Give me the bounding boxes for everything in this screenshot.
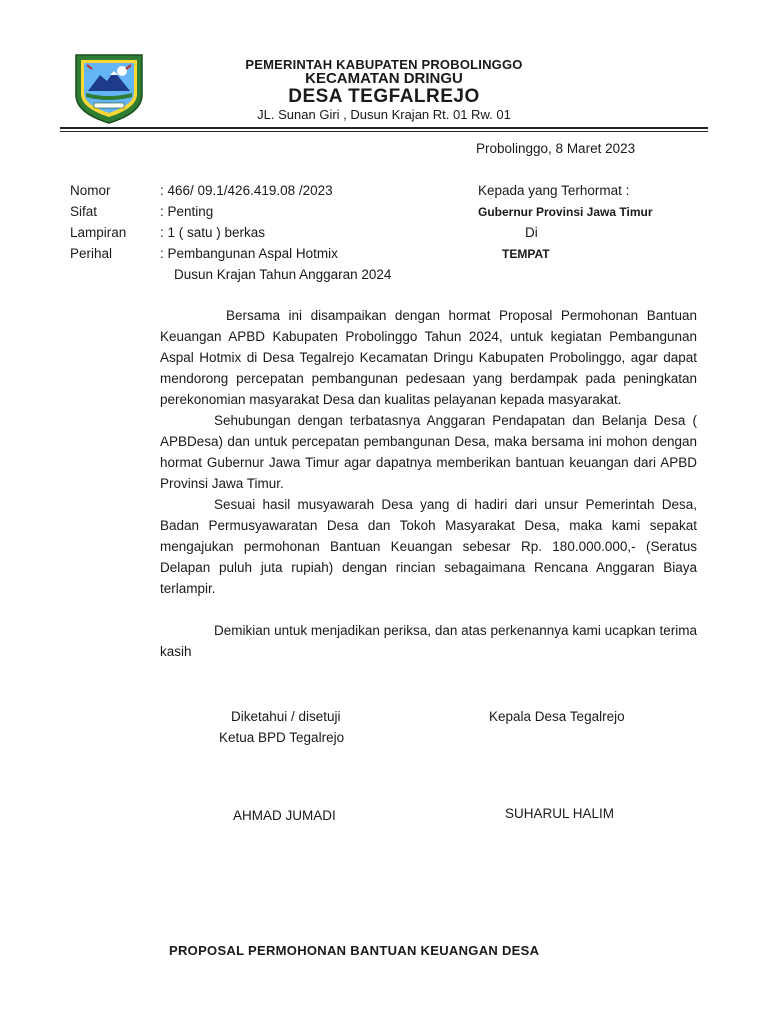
left-signatory-name: AHMAD JUMADI <box>233 808 336 823</box>
recipient-di: Di <box>525 225 538 240</box>
letterhead-divider-thick <box>60 127 708 129</box>
perihal-label: Perihal <box>70 246 113 261</box>
letterhead-address: JL. Sunan Giri , Dusun Krajan Rt. 01 Rw. 01 <box>257 107 511 122</box>
left-signatory-title-2: Ketua BPD Tegalrejo <box>219 730 345 745</box>
perihal-value-continued: Dusun Krajan Tahun Anggaran 2024 <box>174 267 392 282</box>
body-paragraph-3: Sesuai hasil musyawarah Desa yang di hadiri dari unsur Pemerintah Desa, Badan Permusyawaratan Desa dan Tokoh Masyarakat Desa, maka kami sepakat mengajukan permohonan Bantuan Keuangan sebesar Rp. 180.000.000,- (Seratus Delapan puluh juta rupiah) dengan rincian sebagaimana Rencana Anggaran Biaya terlampir. <box>160 497 697 596</box>
left-signatory-title-1: Diketahui / disetuji <box>231 709 341 724</box>
right-signatory-name: SUHARUL HALIM <box>505 806 615 821</box>
nomor-label: Nomor <box>70 183 111 198</box>
sifat-value: : Penting <box>160 204 214 219</box>
recipient-name: Gubernur Provinsi Jawa Timur <box>478 205 653 219</box>
letterhead-village: DESA TEGFALREJO <box>288 86 480 107</box>
letterhead-government: PEMERINTAH KABUPATEN PROBOLINGGO <box>245 57 523 72</box>
recipient-greeting: Kepada yang Terhormat : <box>478 183 630 198</box>
proposal-title: PROPOSAL PERMOHONAN BANTUAN KEUANGAN DESA <box>169 943 540 958</box>
letterhead-district: KECAMATAN DRINGU <box>305 70 463 87</box>
sifat-label: Sifat <box>70 204 98 219</box>
letter-body <box>160 305 697 662</box>
body-paragraph-2: Sehubungan dengan terbatasnya Anggaran Pendapatan dan Belanja Desa ( APBDesa) dan untuk percepatan pembangunan Desa, maka bersama ini mohon dengan hormat Gubernur Jawa Timur agar dapatnya memberikan bantuan keuangan dari APBD Provinsi Jawa Timur. <box>160 413 697 491</box>
letter-date: Probolinggo, 8 Maret 2023 <box>476 141 636 156</box>
lampiran-label: Lampiran <box>70 225 127 240</box>
letterhead-divider-thin <box>60 131 708 132</box>
body-paragraph-1: Bersama ini disampaikan dengan hormat Proposal Permohonan Bantuan Keuangan APBD Kabupaten Probolinggo Tahun 2024, untuk kegiatan Pembangunan Aspal Hotmix di Desa Tegalrejo Kecamatan Dringu Kabupaten Probolinggo, agar dapat mendorong percepatan pembangunan pedesaan yang berdampak pada peningkatan perekonomian masyarakat Desa dan kualitas pelayanan kepada masyarakat. <box>160 308 697 407</box>
right-signatory-title: Kepala Desa Tegalrejo <box>489 709 625 724</box>
body-paragraph-4: Demikian untuk menjadikan periksa, dan atas perkenannya kami ucapkan terima kasih <box>160 623 697 659</box>
perihal-value: : Pembangunan Aspal Hotmix <box>160 246 338 261</box>
nomor-value: : 466/ 09.1/426.419.08 /2023 <box>160 183 333 198</box>
lampiran-value: : 1 ( satu ) berkas <box>160 225 266 240</box>
recipient-place: TEMPAT <box>502 247 550 261</box>
